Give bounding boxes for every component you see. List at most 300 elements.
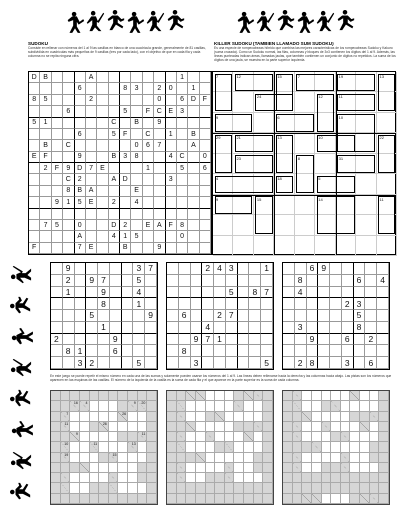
sudoku-cell[interactable]: 7 (145, 263, 157, 275)
sudoku-cell[interactable]: 3 (191, 357, 203, 369)
sudoku-cell[interactable] (29, 220, 40, 231)
kakuro-cell[interactable] (206, 463, 216, 473)
sudoku-cell[interactable] (167, 263, 179, 275)
sudoku-cell[interactable] (52, 118, 63, 129)
kakuro-cell[interactable] (186, 432, 196, 442)
sudoku-cell[interactable]: C (109, 118, 120, 129)
sudoku-cell[interactable]: 2 (86, 95, 97, 106)
sudoku-cell[interactable] (261, 310, 273, 322)
sudoku-cell[interactable] (354, 345, 366, 357)
sudoku-cell[interactable] (295, 298, 307, 310)
sudoku-cell[interactable] (154, 197, 165, 208)
kakuro-cell[interactable] (234, 463, 244, 473)
sudoku-cell[interactable]: 6 (110, 345, 122, 357)
kakuro-cell[interactable] (341, 442, 351, 452)
sudoku-cell[interactable] (86, 220, 97, 231)
sudoku-cell[interactable] (75, 310, 87, 322)
sudoku-cell[interactable]: 2 (120, 220, 131, 231)
kakuro-cell[interactable] (90, 473, 100, 483)
sudoku-cell[interactable]: 5 (131, 231, 142, 242)
sudoku-cell[interactable] (154, 174, 165, 185)
sudoku-cell[interactable]: E (86, 197, 97, 208)
killer-cell[interactable] (295, 133, 315, 153)
killer-cell[interactable] (254, 113, 274, 133)
kakuro-cell[interactable] (206, 401, 216, 411)
sudoku-cell[interactable] (86, 152, 97, 163)
sudoku-cell[interactable] (109, 163, 120, 174)
kakuro-cell[interactable] (186, 463, 196, 473)
kakuro-cell[interactable] (70, 453, 80, 463)
sudoku-cell[interactable]: 2 (295, 357, 307, 369)
sudoku-cell[interactable] (377, 345, 389, 357)
sudoku-cell[interactable]: B (109, 152, 120, 163)
sudoku-cell[interactable] (226, 334, 238, 346)
sudoku-cell[interactable] (354, 263, 366, 275)
kakuro-cell[interactable] (370, 422, 380, 432)
kakuro-cell[interactable] (341, 401, 351, 411)
sudoku-cell[interactable]: A (109, 174, 120, 185)
kakuro-cell[interactable] (234, 432, 244, 442)
kakuro-cell[interactable] (225, 391, 235, 401)
kakuro-cell[interactable] (99, 473, 109, 483)
kakuro-cell[interactable] (80, 422, 90, 432)
kakuro-cell[interactable] (128, 483, 138, 493)
sudoku-cell[interactable] (133, 310, 145, 322)
sudoku-cell[interactable] (330, 310, 342, 322)
kakuro-cell[interactable] (234, 453, 244, 463)
sudoku-cell[interactable] (40, 209, 51, 220)
sudoku-cell[interactable]: 8 (354, 322, 366, 334)
sudoku-cell[interactable]: 7 (40, 220, 51, 231)
sudoku-cell[interactable] (177, 118, 188, 129)
kakuro-cell[interactable] (90, 432, 100, 442)
sudoku-cell[interactable]: 8 (177, 220, 188, 231)
sudoku-cell[interactable]: 8 (249, 287, 261, 299)
sudoku-cell[interactable] (86, 263, 98, 275)
killer-cell[interactable] (213, 236, 233, 256)
sudoku-cell[interactable]: C (154, 106, 165, 117)
sudoku-cell[interactable]: C (63, 174, 74, 185)
kakuro-cell[interactable] (80, 483, 90, 493)
sudoku-cell[interactable] (177, 174, 188, 185)
sudoku-cell[interactable]: 0 (177, 231, 188, 242)
kakuro-cell[interactable] (322, 453, 332, 463)
sudoku-cell[interactable] (52, 140, 63, 151)
kakuro-cell[interactable] (312, 412, 322, 422)
kakuro-cell[interactable] (99, 463, 109, 473)
sudoku-cell[interactable]: 8 (29, 95, 40, 106)
kakuro-cell[interactable] (186, 473, 196, 483)
sudoku-cell[interactable] (97, 197, 108, 208)
sudoku-cell[interactable] (166, 197, 177, 208)
sudoku-cell[interactable] (40, 243, 51, 254)
sudoku-cell[interactable] (122, 357, 134, 369)
sudoku-cell[interactable] (29, 140, 40, 151)
sudoku-cell[interactable] (86, 106, 97, 117)
sudoku-cell[interactable]: 7 (75, 243, 86, 254)
sudoku-cell[interactable] (214, 275, 226, 287)
sudoku-cell[interactable] (143, 174, 154, 185)
sudoku-cell[interactable] (52, 152, 63, 163)
killer-cell[interactable] (254, 236, 274, 256)
sudoku-cell[interactable]: 5 (120, 106, 131, 117)
sudoku-cell[interactable]: A (154, 220, 165, 231)
sudoku-cell[interactable] (29, 83, 40, 94)
sudoku-cell[interactable] (131, 95, 142, 106)
kakuro-cell[interactable] (360, 401, 370, 411)
sudoku-cell[interactable] (177, 197, 188, 208)
sudoku-cell[interactable]: 9 (52, 197, 63, 208)
killer-cell[interactable] (295, 92, 315, 112)
sudoku-cell[interactable] (166, 95, 177, 106)
sudoku-cell[interactable] (75, 209, 86, 220)
sudoku-cell[interactable] (75, 275, 87, 287)
sudoku-cell[interactable] (40, 174, 51, 185)
sudoku-cell[interactable] (200, 243, 211, 254)
sudoku-cell[interactable] (377, 334, 389, 346)
sudoku-cell[interactable] (200, 209, 211, 220)
sudoku-cell[interactable]: B (188, 129, 199, 140)
kakuro-cell[interactable] (186, 442, 196, 452)
kakuro-cell[interactable] (370, 463, 380, 473)
sudoku-cell[interactable] (86, 174, 97, 185)
sudoku-cell[interactable] (52, 83, 63, 94)
sudoku-cell[interactable] (365, 310, 377, 322)
kakuro-cell[interactable] (80, 473, 90, 483)
killer-cell[interactable] (233, 92, 253, 112)
sudoku-cell[interactable]: A (86, 72, 97, 83)
sudoku-cell[interactable] (177, 243, 188, 254)
sudoku-cell[interactable]: 3 (354, 298, 366, 310)
kakuro-cell[interactable] (360, 432, 370, 442)
sudoku-cell[interactable]: F (200, 95, 211, 106)
killer-cell[interactable] (315, 236, 335, 256)
sudoku-cell[interactable]: 8 (179, 345, 191, 357)
sudoku-cell[interactable] (120, 72, 131, 83)
kakuro-cell[interactable] (360, 391, 370, 401)
sudoku-cell[interactable]: 9 (86, 275, 98, 287)
kakuro-cell[interactable] (254, 412, 264, 422)
kakuro-cell[interactable] (312, 391, 322, 401)
sudoku-cell[interactable] (177, 140, 188, 151)
sudoku-cell[interactable] (51, 298, 63, 310)
sudoku-cell[interactable] (318, 275, 330, 287)
kakuro-cell[interactable] (109, 401, 119, 411)
sudoku-cell[interactable]: 2 (40, 163, 51, 174)
sudoku-cell[interactable]: 1 (75, 345, 87, 357)
sudoku-cell[interactable] (238, 263, 250, 275)
sudoku-cell[interactable] (86, 118, 97, 129)
kakuro-cell[interactable] (312, 463, 322, 473)
kakuro-cell[interactable] (302, 463, 312, 473)
sudoku-cell[interactable] (249, 298, 261, 310)
sudoku-cell[interactable] (133, 334, 145, 346)
sudoku-cell[interactable] (86, 129, 97, 140)
sudoku-cell[interactable] (191, 275, 203, 287)
kakuro-cell[interactable] (215, 391, 225, 401)
sudoku-cell[interactable]: 4 (109, 231, 120, 242)
sudoku-cell[interactable] (214, 322, 226, 334)
sudoku-cell[interactable] (40, 186, 51, 197)
sudoku-cell[interactable] (143, 186, 154, 197)
sudoku-cell[interactable] (63, 334, 75, 346)
sudoku-cell[interactable]: 9 (63, 163, 74, 174)
kakuro-cell[interactable] (234, 473, 244, 483)
sudoku-cell[interactable] (191, 287, 203, 299)
killer-cell[interactable] (274, 236, 294, 256)
sudoku-cell[interactable] (191, 263, 203, 275)
sudoku-cell[interactable] (97, 220, 108, 231)
sudoku-cell[interactable] (330, 298, 342, 310)
sudoku-cell[interactable] (167, 334, 179, 346)
sudoku-cell[interactable] (51, 310, 63, 322)
sudoku-cell[interactable] (365, 345, 377, 357)
kakuro-cell[interactable] (225, 401, 235, 411)
sudoku-cell[interactable] (166, 118, 177, 129)
sudoku-cell[interactable] (122, 298, 134, 310)
sudoku-cell[interactable] (202, 275, 214, 287)
killer-cell[interactable] (356, 215, 376, 235)
sudoku-cell[interactable] (63, 83, 74, 94)
sudoku-cell[interactable] (330, 357, 342, 369)
sudoku-cell[interactable]: 9 (75, 152, 86, 163)
sudoku-cell[interactable] (29, 163, 40, 174)
sudoku-cell[interactable] (167, 275, 179, 287)
sudoku-cell[interactable]: 7 (98, 275, 110, 287)
sudoku-cell[interactable] (200, 197, 211, 208)
sudoku-cell[interactable] (133, 345, 145, 357)
sudoku-cell[interactable]: 3 (166, 174, 177, 185)
sudoku-cell[interactable]: F (120, 129, 131, 140)
kakuro-cell[interactable] (331, 391, 341, 401)
sudoku-cell[interactable] (249, 310, 261, 322)
sudoku-cell[interactable] (154, 163, 165, 174)
kakuro-cell[interactable] (331, 412, 341, 422)
sudoku-cell[interactable] (307, 345, 319, 357)
sudoku-cell[interactable] (318, 334, 330, 346)
sudoku-cell[interactable] (166, 163, 177, 174)
sudoku-cell[interactable] (188, 231, 199, 242)
sudoku-cell[interactable] (63, 72, 74, 83)
sudoku-cell[interactable]: 2 (51, 334, 63, 346)
sudoku-cell[interactable] (145, 322, 157, 334)
kakuro-cell[interactable] (138, 453, 148, 463)
sudoku-cell[interactable] (342, 275, 354, 287)
sudoku-cell[interactable] (143, 83, 154, 94)
kakuro-cell[interactable] (331, 442, 341, 452)
kakuro-cell[interactable] (254, 401, 264, 411)
killer-cell[interactable] (295, 215, 315, 235)
sudoku-cell[interactable] (29, 197, 40, 208)
sudoku-cell[interactable] (202, 298, 214, 310)
sudoku-cell[interactable]: 1 (261, 263, 273, 275)
sudoku-cell[interactable] (98, 357, 110, 369)
sudoku-cell[interactable] (342, 287, 354, 299)
sudoku-cell[interactable] (188, 72, 199, 83)
sudoku-cell[interactable] (143, 118, 154, 129)
sudoku-cell[interactable]: E (131, 186, 142, 197)
kakuro-cell[interactable] (118, 473, 128, 483)
sudoku-cell[interactable] (188, 152, 199, 163)
sudoku-cell[interactable] (261, 275, 273, 287)
sudoku-cell[interactable]: B (40, 140, 51, 151)
sudoku-cell[interactable] (179, 275, 191, 287)
sudoku-cell[interactable] (377, 310, 389, 322)
kakuro-cell[interactable] (244, 463, 254, 473)
sudoku-cell[interactable]: 5 (354, 310, 366, 322)
sudoku-cell[interactable]: D (109, 220, 120, 231)
killer-cell[interactable] (377, 236, 397, 256)
sudoku-cell[interactable] (202, 345, 214, 357)
sudoku-cell[interactable]: E (86, 243, 97, 254)
sudoku-cell[interactable] (200, 118, 211, 129)
sudoku-cell[interactable]: D (29, 72, 40, 83)
sudoku-cell[interactable] (188, 174, 199, 185)
kakuro-cell[interactable] (234, 442, 244, 452)
sudoku-cell[interactable]: 0 (166, 83, 177, 94)
kakuro-cell[interactable] (215, 432, 225, 442)
kakuro-cell[interactable] (128, 412, 138, 422)
sudoku-cell[interactable] (40, 83, 51, 94)
kakuro-cell[interactable] (302, 422, 312, 432)
sudoku-cell[interactable] (307, 275, 319, 287)
sudoku-cell[interactable] (365, 275, 377, 287)
sudoku-cell[interactable] (131, 106, 142, 117)
sudoku-cell[interactable] (238, 310, 250, 322)
kakuro-cell[interactable] (128, 422, 138, 432)
kakuro-cell[interactable] (215, 453, 225, 463)
sudoku-cell[interactable] (109, 83, 120, 94)
kakuro-cell[interactable] (254, 442, 264, 452)
kakuro-cell[interactable] (196, 442, 206, 452)
kakuro-cell[interactable] (225, 422, 235, 432)
kakuro-cell[interactable] (322, 494, 332, 504)
sudoku-cell[interactable] (75, 140, 86, 151)
kakuro-cell[interactable] (118, 453, 128, 463)
sudoku-cell[interactable]: 5 (109, 129, 120, 140)
sudoku-cell[interactable] (40, 106, 51, 117)
sudoku-cell[interactable] (51, 263, 63, 275)
sudoku-cell[interactable]: 4 (295, 287, 307, 299)
sudoku-cell[interactable]: 1 (63, 197, 74, 208)
sudoku-cell[interactable] (202, 310, 214, 322)
sudoku-cell[interactable] (377, 322, 389, 334)
sudoku-cell[interactable] (238, 322, 250, 334)
sudoku-cell[interactable]: A (75, 231, 86, 242)
sudoku-cell[interactable]: E (29, 152, 40, 163)
sudoku-cell[interactable]: 9 (154, 243, 165, 254)
sudoku-cell[interactable] (191, 298, 203, 310)
sudoku-cell[interactable] (51, 287, 63, 299)
sudoku-cell[interactable] (238, 357, 250, 369)
sudoku-cell[interactable]: B (75, 186, 86, 197)
kakuro-cell[interactable] (109, 422, 119, 432)
sudoku-cell[interactable] (97, 129, 108, 140)
kakuro-cell[interactable] (128, 473, 138, 483)
sudoku-cell[interactable] (145, 345, 157, 357)
sudoku-cell[interactable] (86, 140, 97, 151)
sudoku-cell[interactable] (318, 345, 330, 357)
sudoku-cell[interactable] (51, 322, 63, 334)
kakuro-cell[interactable] (254, 432, 264, 442)
sudoku-cell[interactable] (166, 231, 177, 242)
sudoku-cell[interactable]: 7 (154, 140, 165, 151)
sudoku-cell[interactable] (226, 357, 238, 369)
sudoku-cell[interactable]: 0 (131, 140, 142, 151)
sudoku-cell[interactable] (283, 322, 295, 334)
sudoku-cell[interactable] (86, 334, 98, 346)
sudoku-cell[interactable]: 8 (307, 357, 319, 369)
sudoku-cell[interactable] (226, 275, 238, 287)
sudoku-cell[interactable] (143, 95, 154, 106)
sudoku-cell[interactable] (283, 310, 295, 322)
sudoku-cell[interactable]: 9 (154, 118, 165, 129)
sudoku-cell[interactable] (97, 231, 108, 242)
sudoku-cell[interactable]: 9 (145, 310, 157, 322)
sudoku-cell[interactable] (283, 345, 295, 357)
sudoku-cell[interactable] (295, 263, 307, 275)
sudoku-cell[interactable]: 3 (226, 263, 238, 275)
sudoku-cell[interactable] (97, 152, 108, 163)
kakuro-cell[interactable] (215, 463, 225, 473)
kakuro-cell[interactable] (350, 463, 360, 473)
sudoku-cell[interactable] (97, 209, 108, 220)
sudoku-cell[interactable]: 3 (342, 357, 354, 369)
sudoku-cell[interactable] (188, 209, 199, 220)
sudoku-cell[interactable] (249, 334, 261, 346)
sudoku-cell[interactable] (307, 310, 319, 322)
kakuro-cell[interactable] (331, 422, 341, 432)
kakuro-cell[interactable] (350, 442, 360, 452)
killer-cell[interactable] (233, 236, 253, 256)
sudoku-cell[interactable] (75, 287, 87, 299)
sudoku-cell[interactable] (109, 209, 120, 220)
sudoku-cell[interactable]: 6 (307, 263, 319, 275)
sudoku-cell[interactable] (154, 72, 165, 83)
killer-cell[interactable] (377, 174, 397, 194)
sudoku-cell[interactable] (283, 263, 295, 275)
sudoku-cell[interactable] (52, 209, 63, 220)
sudoku-cell[interactable] (86, 298, 98, 310)
kakuro-cell[interactable] (118, 463, 128, 473)
sudoku-cell[interactable] (110, 275, 122, 287)
sudoku-cell[interactable] (377, 298, 389, 310)
sudoku-cell[interactable] (97, 72, 108, 83)
kakuro-cell[interactable] (138, 422, 148, 432)
kakuro-cell[interactable] (128, 463, 138, 473)
sudoku-cell[interactable] (200, 231, 211, 242)
killer-cell[interactable] (377, 113, 397, 133)
sudoku-cell[interactable] (283, 287, 295, 299)
sudoku-cell[interactable] (109, 95, 120, 106)
kakuro-cell[interactable] (206, 453, 216, 463)
kakuro-cell[interactable] (302, 453, 312, 463)
sudoku-cell[interactable] (188, 220, 199, 231)
sudoku-cell[interactable] (365, 322, 377, 334)
sudoku-cell[interactable]: 5 (40, 95, 51, 106)
sudoku-cell[interactable] (29, 209, 40, 220)
kakuro-cell[interactable] (370, 432, 380, 442)
sudoku-cell[interactable] (154, 152, 165, 163)
sudoku-cell[interactable]: 2 (63, 275, 75, 287)
sudoku-cell[interactable] (342, 310, 354, 322)
sudoku-cell[interactable]: 1 (120, 231, 131, 242)
sudoku-cell[interactable] (167, 298, 179, 310)
sudoku-cell[interactable] (261, 334, 273, 346)
sudoku-cell[interactable] (122, 275, 134, 287)
sudoku-cell[interactable] (86, 345, 98, 357)
sudoku-cell[interactable] (97, 106, 108, 117)
